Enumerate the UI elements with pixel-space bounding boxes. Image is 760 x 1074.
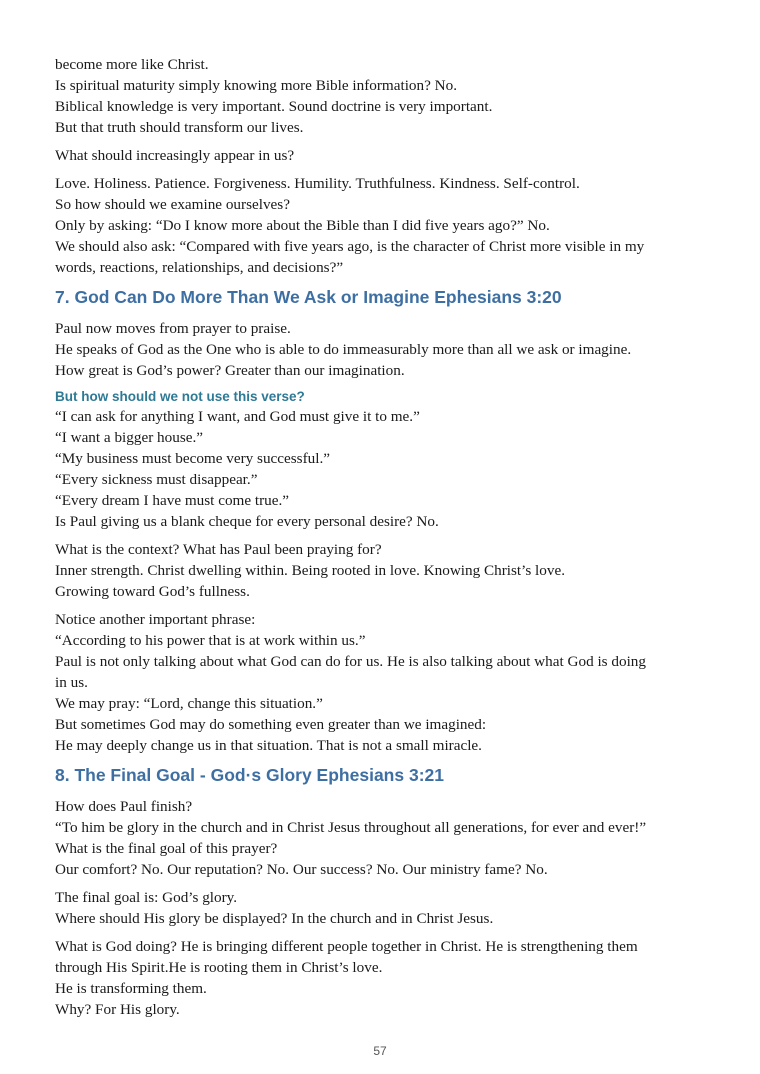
paragraph (55, 173, 725, 278)
section-heading: 8. The Final Goal - God·s Glory Ephesians 3:21 (55, 765, 444, 785)
text-line: Our comfort? No. Our reputation? No. Our success? No. Our ministry fame? No. (55, 861, 548, 878)
paragraph (55, 539, 725, 602)
section-heading: 7. God Can Do More Than We Ask or Imagine Ephesians 3:20 (55, 287, 562, 307)
text-line: “Every dream I have must come true.” (55, 492, 290, 509)
text-line: How does Paul finish? (55, 798, 193, 815)
text-line: We may pray: “Lord, change this situation.” (55, 695, 323, 712)
paragraph (55, 936, 725, 1020)
text-line: The final goal is: God’s glory. (55, 889, 238, 906)
paragraph (55, 145, 725, 166)
text-line: Inner strength. Christ dwelling within. Being rooted in love. Knowing Christ’s love. (55, 562, 565, 579)
text-line: What is the final goal of this prayer? (55, 840, 278, 857)
text-line: What is God doing? He is bringing different people together in Christ. He is strengthening them (55, 938, 638, 955)
text-line: How great is God’s power? Greater than our imagination. (55, 362, 405, 379)
text-line: Where should His glory be displayed? In the church and in Christ Jesus. (55, 910, 494, 927)
text-line: “According to his power that is at work within us.” (55, 632, 366, 649)
text-line: We should also ask: “Compared with five years ago, is the character of Christ more visible in my (55, 238, 645, 255)
text-line: He speaks of God as the One who is able to do immeasurably more than all we ask or imagine. (55, 341, 632, 358)
text-line: Love. Holiness. Patience. Forgiveness. Humility. Truthfulness. Kindness. Self-control. (55, 175, 580, 192)
text-line: So how should we examine ourselves? (55, 196, 290, 213)
text-line: He is transforming them. (55, 980, 207, 997)
text-line: Paul is not only talking about what God can do for us. He is also talking about what God is doing (55, 653, 646, 670)
text-line: Biblical knowledge is very important. Sound doctrine is very important. (55, 98, 493, 115)
text-line: in us. (55, 674, 88, 691)
text-line: become more like Christ. (55, 56, 209, 73)
page-number: 57 (373, 1044, 387, 1058)
text-line: Why? For His glory. (55, 1001, 180, 1018)
text-line: What should increasingly appear in us? (55, 147, 295, 164)
document-body (55, 54, 725, 1027)
paragraph (55, 609, 725, 756)
text-line: Is spiritual maturity simply knowing more Bible information? No. (55, 77, 457, 94)
paragraph (55, 406, 725, 532)
paragraph (55, 318, 725, 381)
paragraph (55, 887, 725, 929)
text-line: What is the context? What has Paul been praying for? (55, 541, 382, 558)
paragraph (55, 54, 725, 138)
text-line: He may deeply change us in that situation. That is not a small miracle. (55, 737, 482, 754)
text-line: “Every sickness must disappear.” (55, 471, 258, 488)
text-line: Paul now moves from prayer to praise. (55, 320, 291, 337)
text-line: But sometimes God may do something even greater than we imagined: (55, 716, 487, 733)
text-line: through His Spirit.He is rooting them in Christ’s love. (55, 959, 383, 976)
text-line: “My business must become very successful.” (55, 450, 330, 467)
subheading: But how should we not use this verse? (55, 389, 305, 404)
text-line: Growing toward God’s fullness. (55, 583, 250, 600)
paragraph (55, 796, 725, 880)
text-line: Notice another important phrase: (55, 611, 256, 628)
text-line: Is Paul giving us a blank cheque for every personal desire? No. (55, 513, 439, 530)
text-line: But that truth should transform our lives. (55, 119, 304, 136)
text-line: “I want a bigger house.” (55, 429, 204, 446)
text-line: Only by asking: “Do I know more about the Bible than I did five years ago?” No. (55, 217, 550, 234)
text-line: “I can ask for anything I want, and God must give it to me.” (55, 408, 420, 425)
text-line: “To him be glory in the church and in Christ Jesus throughout all generations, for ever and ever!” (55, 819, 647, 836)
text-line: words, reactions, relationships, and decisions?” (55, 259, 344, 276)
